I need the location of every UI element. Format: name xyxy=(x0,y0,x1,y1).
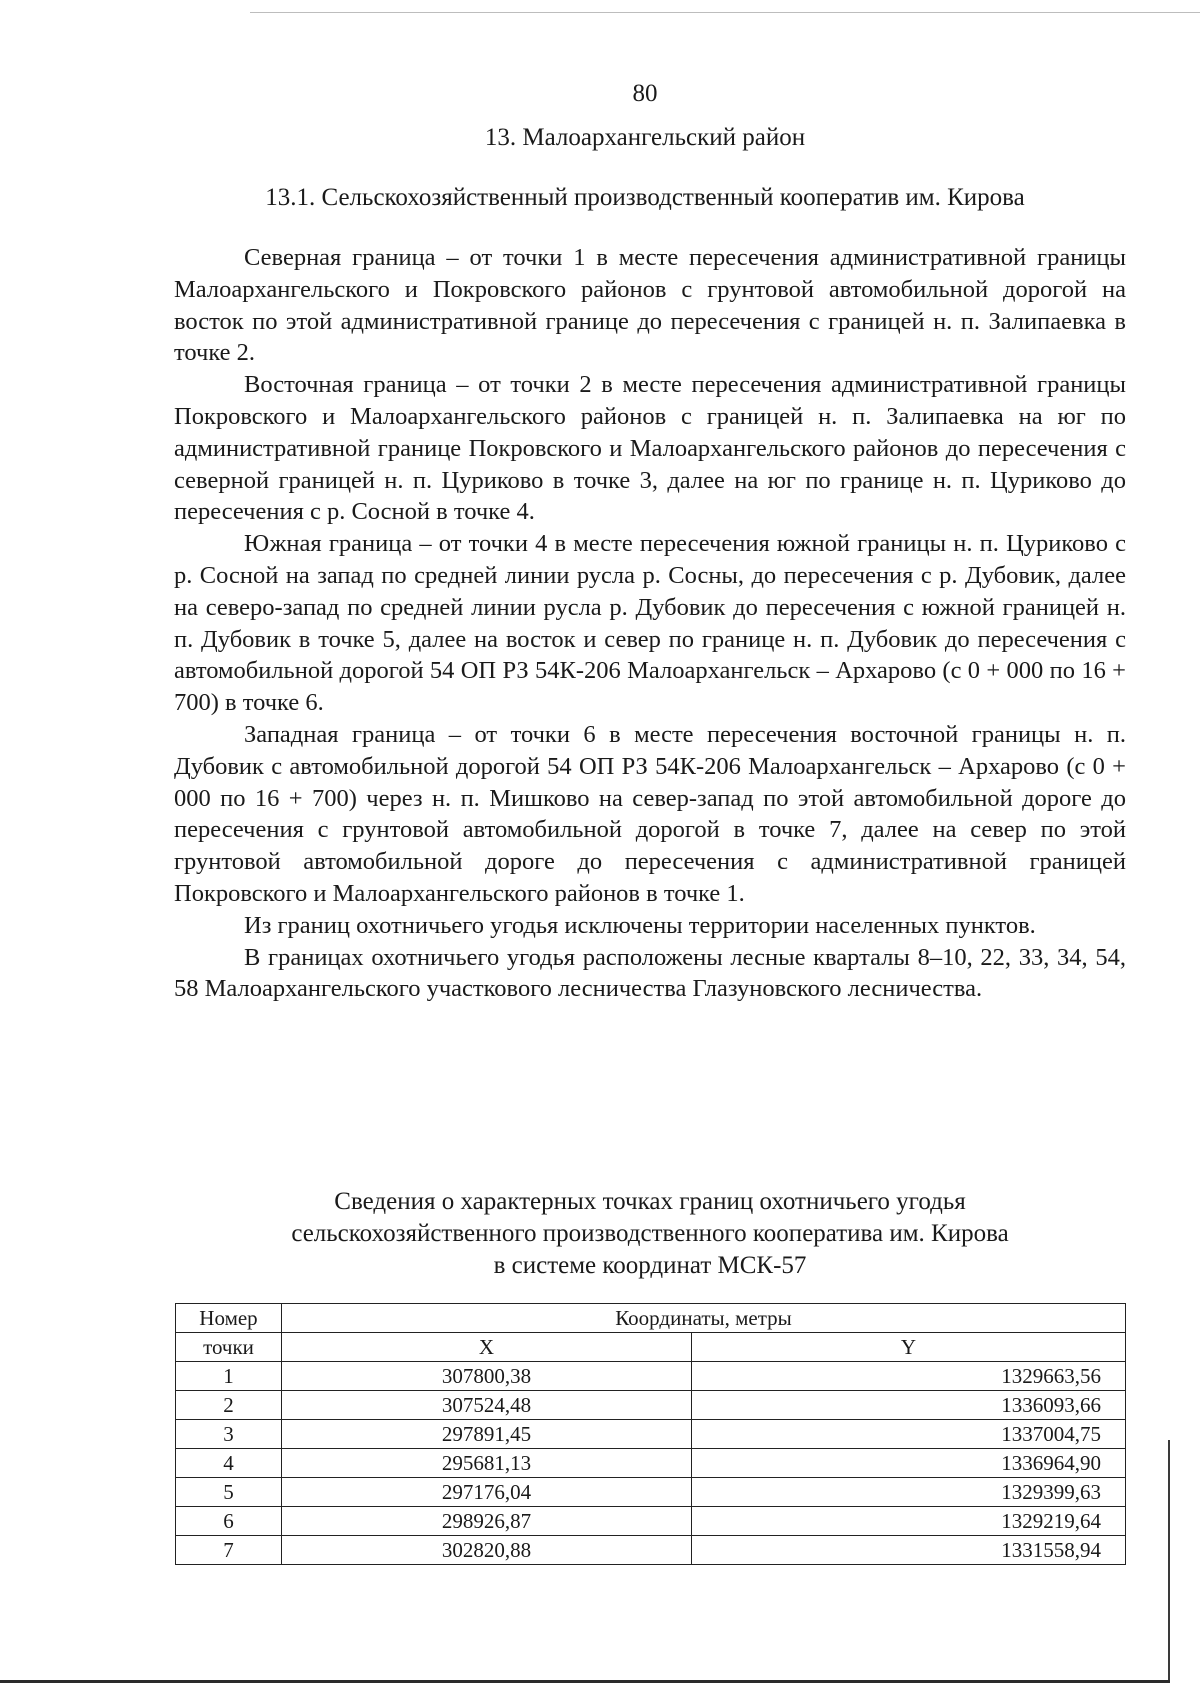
table-header-row xyxy=(176,1304,1126,1333)
header-point-number-cont: точки xyxy=(176,1333,282,1362)
table-row xyxy=(176,1391,1126,1420)
y-coordinate-cell: 1329399,63 xyxy=(692,1478,1126,1507)
point-number-cell: 3 xyxy=(176,1420,282,1449)
paragraph-south-boundary: Южная граница – от точки 4 в месте пересечения южной границы н. п. Цуриково с р. Сосной на запад по средней линии русла р. Сосны, до пересечения с р. Дубовик, далее на северо-запад по средней линии русла р. Дубовик до пересечения с южной границей н. п. Дубовик в точке 5, далее на восток и север по границе н. п. Дубовик до пересечения с автомобильной дорогой 54 ОП РЗ 54К-206 Малоархангельск – Архарово (с 0 + 000 по 16 + 700) в точке 6. xyxy=(174,530,1126,717)
point-number-cell: 1 xyxy=(176,1362,282,1391)
table-caption-line: в системе координат МСК-57 xyxy=(493,1252,807,1279)
y-coordinate-cell: 1331558,94 xyxy=(692,1536,1126,1565)
y-coordinate-cell: 1337004,75 xyxy=(692,1420,1126,1449)
x-coordinate-cell: 297176,04 xyxy=(282,1478,692,1507)
table-caption-line: Сведения о характерных точках границ охотничьего угодья xyxy=(334,1188,966,1215)
table-caption xyxy=(200,1186,1100,1282)
table-row xyxy=(176,1536,1126,1565)
x-coordinate-cell: 302820,88 xyxy=(282,1536,692,1565)
point-number-cell: 5 xyxy=(176,1478,282,1507)
scan-artifact-right xyxy=(1168,1440,1170,1680)
header-coordinates: Координаты, метры xyxy=(282,1304,1126,1333)
page-number: 80 xyxy=(632,80,658,107)
table-row xyxy=(176,1507,1126,1536)
section-title: 13. Малоархангельский район xyxy=(484,124,806,151)
table-row xyxy=(176,1420,1126,1449)
point-number-cell: 4 xyxy=(176,1449,282,1478)
y-coordinate-cell: 1329663,56 xyxy=(692,1362,1126,1391)
y-coordinate-cell: 1329219,64 xyxy=(692,1507,1126,1536)
coordinates-table xyxy=(175,1303,1126,1565)
scan-artifact-bottom xyxy=(0,1680,1170,1683)
x-coordinate-cell: 298926,87 xyxy=(282,1507,692,1536)
table-header-row xyxy=(176,1333,1126,1362)
point-number-cell: 7 xyxy=(176,1536,282,1565)
x-coordinate-cell: 295681,13 xyxy=(282,1449,692,1478)
paragraph-west-boundary: Западная граница – от точки 6 в месте пересечения восточной границы н. п. Дубовик с автомобильной дорогой 54 ОП РЗ 54К-206 Малоархангельск – Архарово (с 0 + 000 по 16 + 700) через н. п. Мишково на север-запад по этой автомобильной дороге до пересечения с грунтовой автомобильной дорогой в точке 7, далее на север по этой грунтовой автомобильной дороге до пересечения с административной границей Покровского и Малоархангельского районов в точке 1. xyxy=(174,720,1126,907)
header-y: Y xyxy=(692,1333,1126,1362)
body-text xyxy=(174,242,1126,1005)
paragraph-exclusions: Из границ охотничьего угодья исключены территории населенных пунктов. xyxy=(244,911,1036,939)
point-number-cell: 2 xyxy=(176,1391,282,1420)
table-row xyxy=(176,1362,1126,1391)
header-point-number: Номер xyxy=(176,1304,282,1333)
table-body xyxy=(176,1362,1126,1565)
x-coordinate-cell: 307800,38 xyxy=(282,1362,692,1391)
paragraph-north-boundary: Северная граница – от точки 1 в месте пересечения административной границы Малоархангельского и Покровского районов с грунтовой автомобильной дорогой на восток по этой административной границе до пересечения с границей н. п. Залипаевка в точке 2. xyxy=(174,244,1126,367)
paragraph-east-boundary: Восточная граница – от точки 2 в месте пересечения административной границы Покровского и Малоархангельского районов с границей н. п. Залипаевка на юг по административной границе Покровского и Малоархангельского районов до пересечения с северной границей н. п. Цуриково в точке 3, далее на юг по границе н. п. Цуриково до пересечения с р. Сосной в точке 4. xyxy=(174,371,1126,526)
x-coordinate-cell: 307524,48 xyxy=(282,1391,692,1420)
y-coordinate-cell: 1336964,90 xyxy=(692,1449,1126,1478)
subsection-title: 13.1. Сельскохозяйственный производственный кооператив им. Кирова xyxy=(265,184,1025,211)
table-caption-line: сельскохозяйственного производственного кооператива им. Кирова xyxy=(291,1220,1009,1247)
paragraph-forest-quarters: В границах охотничьего угодья расположены лесные кварталы 8–10, 22, 33, 34, 54, 58 Малоархангельского участкового лесничества Глазуновского лесничества. xyxy=(174,943,1126,1003)
point-number-cell: 6 xyxy=(176,1507,282,1536)
scan-artifact-top xyxy=(250,12,1200,13)
header-x: X xyxy=(282,1333,692,1362)
table-row xyxy=(176,1449,1126,1478)
x-coordinate-cell: 297891,45 xyxy=(282,1420,692,1449)
table-row xyxy=(176,1478,1126,1507)
y-coordinate-cell: 1336093,66 xyxy=(692,1391,1126,1420)
